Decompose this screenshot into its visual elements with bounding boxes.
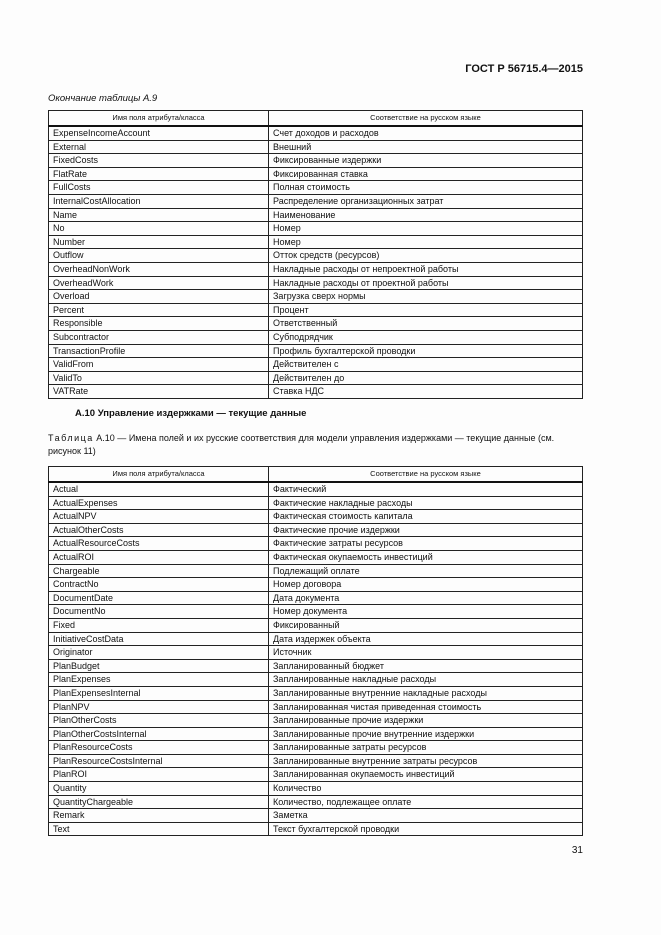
attribute-name-cell: Percent xyxy=(49,303,269,317)
russian-equivalent-cell: Внешний xyxy=(269,140,583,154)
attribute-name-cell: FlatRate xyxy=(49,167,269,181)
attribute-name-cell: Number xyxy=(49,235,269,249)
table-row xyxy=(49,537,583,551)
russian-equivalent-cell: Распределение организационных затрат xyxy=(269,194,583,208)
table-row xyxy=(49,510,583,524)
table-row xyxy=(49,686,583,700)
attribute-name-cell: No xyxy=(49,222,269,236)
table-row xyxy=(49,591,583,605)
attribute-name-cell: Actual xyxy=(49,482,269,496)
table-row xyxy=(49,262,583,276)
attribute-name-cell: Responsible xyxy=(49,317,269,331)
russian-equivalent-cell: Заметка xyxy=(269,809,583,823)
attribute-name-cell: InternalCostAllocation xyxy=(49,194,269,208)
table-continuation-caption: Окончание таблицы А.9 xyxy=(48,93,158,104)
russian-equivalent-cell: Счет доходов и расходов xyxy=(269,126,583,140)
document-standard-header: ГОСТ Р 56715.4—2015 xyxy=(465,63,583,75)
table-row xyxy=(49,385,583,399)
russian-equivalent-cell: Номер xyxy=(269,222,583,236)
attribute-name-cell: Originator xyxy=(49,646,269,660)
table-body xyxy=(49,482,583,836)
table-row xyxy=(49,140,583,154)
russian-equivalent-cell: Текст бухгалтерской проводки xyxy=(269,822,583,836)
attribute-name-cell: Chargeable xyxy=(49,564,269,578)
attribute-name-cell: ActualResourceCosts xyxy=(49,537,269,551)
russian-equivalent-cell: Действителен с xyxy=(269,358,583,372)
russian-equivalent-cell: Фактическая окупаемость инвестиций xyxy=(269,550,583,564)
attribute-table-a9 xyxy=(48,110,583,399)
russian-equivalent-cell: Ставка НДС xyxy=(269,385,583,399)
table-row xyxy=(49,659,583,673)
attribute-name-cell: ActualExpenses xyxy=(49,496,269,510)
russian-equivalent-cell: Дата документа xyxy=(269,591,583,605)
table-row xyxy=(49,235,583,249)
attribute-name-cell: ActualNPV xyxy=(49,510,269,524)
attribute-name-cell: TransactionProfile xyxy=(49,344,269,358)
table-row xyxy=(49,317,583,331)
attribute-name-cell: Name xyxy=(49,208,269,222)
attribute-name-cell: PlanResourceCosts xyxy=(49,741,269,755)
table-row xyxy=(49,154,583,168)
russian-equivalent-cell: Количество xyxy=(269,782,583,796)
attribute-name-cell: PlanOtherCostsInternal xyxy=(49,727,269,741)
russian-equivalent-cell: Запланированные внутренние затраты ресурсов xyxy=(269,754,583,768)
russian-equivalent-cell: Запланированная окупаемость инвестиций xyxy=(269,768,583,782)
attribute-name-cell: PlanExpensesInternal xyxy=(49,686,269,700)
russian-equivalent-cell: Полная стоимость xyxy=(269,181,583,195)
column-header-attribute: Имя поля атрибута/класса xyxy=(49,111,269,127)
table-caption-text: А.10 — Имена полей и их русские соответствия для модели управления издержками — текущие данные (см. рисунок 11) xyxy=(48,433,555,456)
table-header-row xyxy=(49,111,583,127)
table-row xyxy=(49,809,583,823)
russian-equivalent-cell: Субподрядчик xyxy=(269,330,583,344)
table-header-row xyxy=(49,467,583,483)
table-row xyxy=(49,303,583,317)
russian-equivalent-cell: Фактическая стоимость капитала xyxy=(269,510,583,524)
table-row xyxy=(49,208,583,222)
russian-equivalent-cell: Источник xyxy=(269,646,583,660)
russian-equivalent-cell: Фиксированные издержки xyxy=(269,154,583,168)
attribute-name-cell: External xyxy=(49,140,269,154)
attribute-name-cell: DocumentDate xyxy=(49,591,269,605)
attribute-name-cell: ValidTo xyxy=(49,371,269,385)
attribute-name-cell: QuantityChargeable xyxy=(49,795,269,809)
table-row xyxy=(49,578,583,592)
russian-equivalent-cell: Количество, подлежащее оплате xyxy=(269,795,583,809)
attribute-name-cell: DocumentNo xyxy=(49,605,269,619)
attribute-name-cell: ContractNo xyxy=(49,578,269,592)
attribute-name-cell: Quantity xyxy=(49,782,269,796)
attribute-name-cell: Remark xyxy=(49,809,269,823)
table-row xyxy=(49,782,583,796)
russian-equivalent-cell: Накладные расходы от проектной работы xyxy=(269,276,583,290)
table-row xyxy=(49,700,583,714)
table-row xyxy=(49,330,583,344)
attribute-name-cell: OverheadNonWork xyxy=(49,262,269,276)
table-row xyxy=(49,795,583,809)
page-number: 31 xyxy=(571,845,583,856)
table-row xyxy=(49,550,583,564)
section-heading: А.10 Управление издержками — текущие данные xyxy=(75,408,307,419)
russian-equivalent-cell: Подлежащий оплате xyxy=(269,564,583,578)
russian-equivalent-cell: Профиль бухгалтерской проводки xyxy=(269,344,583,358)
attribute-name-cell: PlanOtherCosts xyxy=(49,714,269,728)
table-row xyxy=(49,194,583,208)
russian-equivalent-cell: Отток средств (ресурсов) xyxy=(269,249,583,263)
attribute-name-cell: Fixed xyxy=(49,618,269,632)
attribute-name-cell: ExpenseIncomeAccount xyxy=(49,126,269,140)
table-row xyxy=(49,714,583,728)
column-header-russian: Соответствие на русском языке xyxy=(269,467,583,483)
russian-equivalent-cell: Накладные расходы от непроектной работы xyxy=(269,262,583,276)
russian-equivalent-cell: Номер договора xyxy=(269,578,583,592)
attribute-name-cell: ActualOtherCosts xyxy=(49,523,269,537)
table-row xyxy=(49,126,583,140)
table-row xyxy=(49,371,583,385)
russian-equivalent-cell: Процент xyxy=(269,303,583,317)
column-header-russian: Соответствие на русском языке xyxy=(269,111,583,127)
table-row xyxy=(49,482,583,496)
attribute-name-cell: ActualROI xyxy=(49,550,269,564)
attribute-name-cell: Overload xyxy=(49,290,269,304)
table-row xyxy=(49,754,583,768)
attribute-name-cell: OverheadWork xyxy=(49,276,269,290)
table-row xyxy=(49,276,583,290)
russian-equivalent-cell: Ответственный xyxy=(269,317,583,331)
russian-equivalent-cell: Запланированный бюджет xyxy=(269,659,583,673)
table-row xyxy=(49,249,583,263)
table-caption xyxy=(48,432,583,458)
attribute-name-cell: Outflow xyxy=(49,249,269,263)
russian-equivalent-cell: Запланированные внутренние накладные расходы xyxy=(269,686,583,700)
table-row xyxy=(49,673,583,687)
table-row xyxy=(49,741,583,755)
table-row xyxy=(49,344,583,358)
table-row xyxy=(49,358,583,372)
table-caption-label: Таблица xyxy=(48,433,94,443)
attribute-name-cell: ValidFrom xyxy=(49,358,269,372)
russian-equivalent-cell: Запланированные затраты ресурсов xyxy=(269,741,583,755)
table-row xyxy=(49,727,583,741)
table-row xyxy=(49,181,583,195)
russian-equivalent-cell: Действителен до xyxy=(269,371,583,385)
attribute-name-cell: PlanBudget xyxy=(49,659,269,673)
table-row xyxy=(49,290,583,304)
russian-equivalent-cell: Фактические затраты ресурсов xyxy=(269,537,583,551)
attribute-name-cell: VATRate xyxy=(49,385,269,399)
table-row xyxy=(49,222,583,236)
attribute-name-cell: FullCosts xyxy=(49,181,269,195)
table-row xyxy=(49,496,583,510)
table-row xyxy=(49,605,583,619)
attribute-name-cell: PlanNPV xyxy=(49,700,269,714)
russian-equivalent-cell: Дата издержек объекта xyxy=(269,632,583,646)
russian-equivalent-cell: Фактический xyxy=(269,482,583,496)
russian-equivalent-cell: Запланированные накладные расходы xyxy=(269,673,583,687)
attribute-table-a10 xyxy=(48,466,583,836)
table-row xyxy=(49,167,583,181)
table-row xyxy=(49,632,583,646)
table-row xyxy=(49,646,583,660)
russian-equivalent-cell: Фиксированная ставка xyxy=(269,167,583,181)
attribute-name-cell: InitiativeCostData xyxy=(49,632,269,646)
table-row xyxy=(49,618,583,632)
russian-equivalent-cell: Номер xyxy=(269,235,583,249)
attribute-name-cell: PlanROI xyxy=(49,768,269,782)
attribute-name-cell: PlanExpenses xyxy=(49,673,269,687)
table-row xyxy=(49,564,583,578)
attribute-name-cell: Text xyxy=(49,822,269,836)
russian-equivalent-cell: Номер документа xyxy=(269,605,583,619)
attribute-name-cell: PlanResourceCostsInternal xyxy=(49,754,269,768)
table-row xyxy=(49,822,583,836)
column-header-attribute: Имя поля атрибута/класса xyxy=(49,467,269,483)
attribute-name-cell: Subcontractor xyxy=(49,330,269,344)
russian-equivalent-cell: Фактические прочие издержки xyxy=(269,523,583,537)
russian-equivalent-cell: Запланированная чистая приведенная стоимость xyxy=(269,700,583,714)
russian-equivalent-cell: Запланированные прочие внутренние издержки xyxy=(269,727,583,741)
table-row xyxy=(49,523,583,537)
attribute-name-cell: FixedCosts xyxy=(49,154,269,168)
russian-equivalent-cell: Запланированные прочие издержки xyxy=(269,714,583,728)
russian-equivalent-cell: Фактические накладные расходы xyxy=(269,496,583,510)
russian-equivalent-cell: Фиксированный xyxy=(269,618,583,632)
russian-equivalent-cell: Наименование xyxy=(269,208,583,222)
table-row xyxy=(49,768,583,782)
table-body xyxy=(49,126,583,398)
russian-equivalent-cell: Загрузка сверх нормы xyxy=(269,290,583,304)
